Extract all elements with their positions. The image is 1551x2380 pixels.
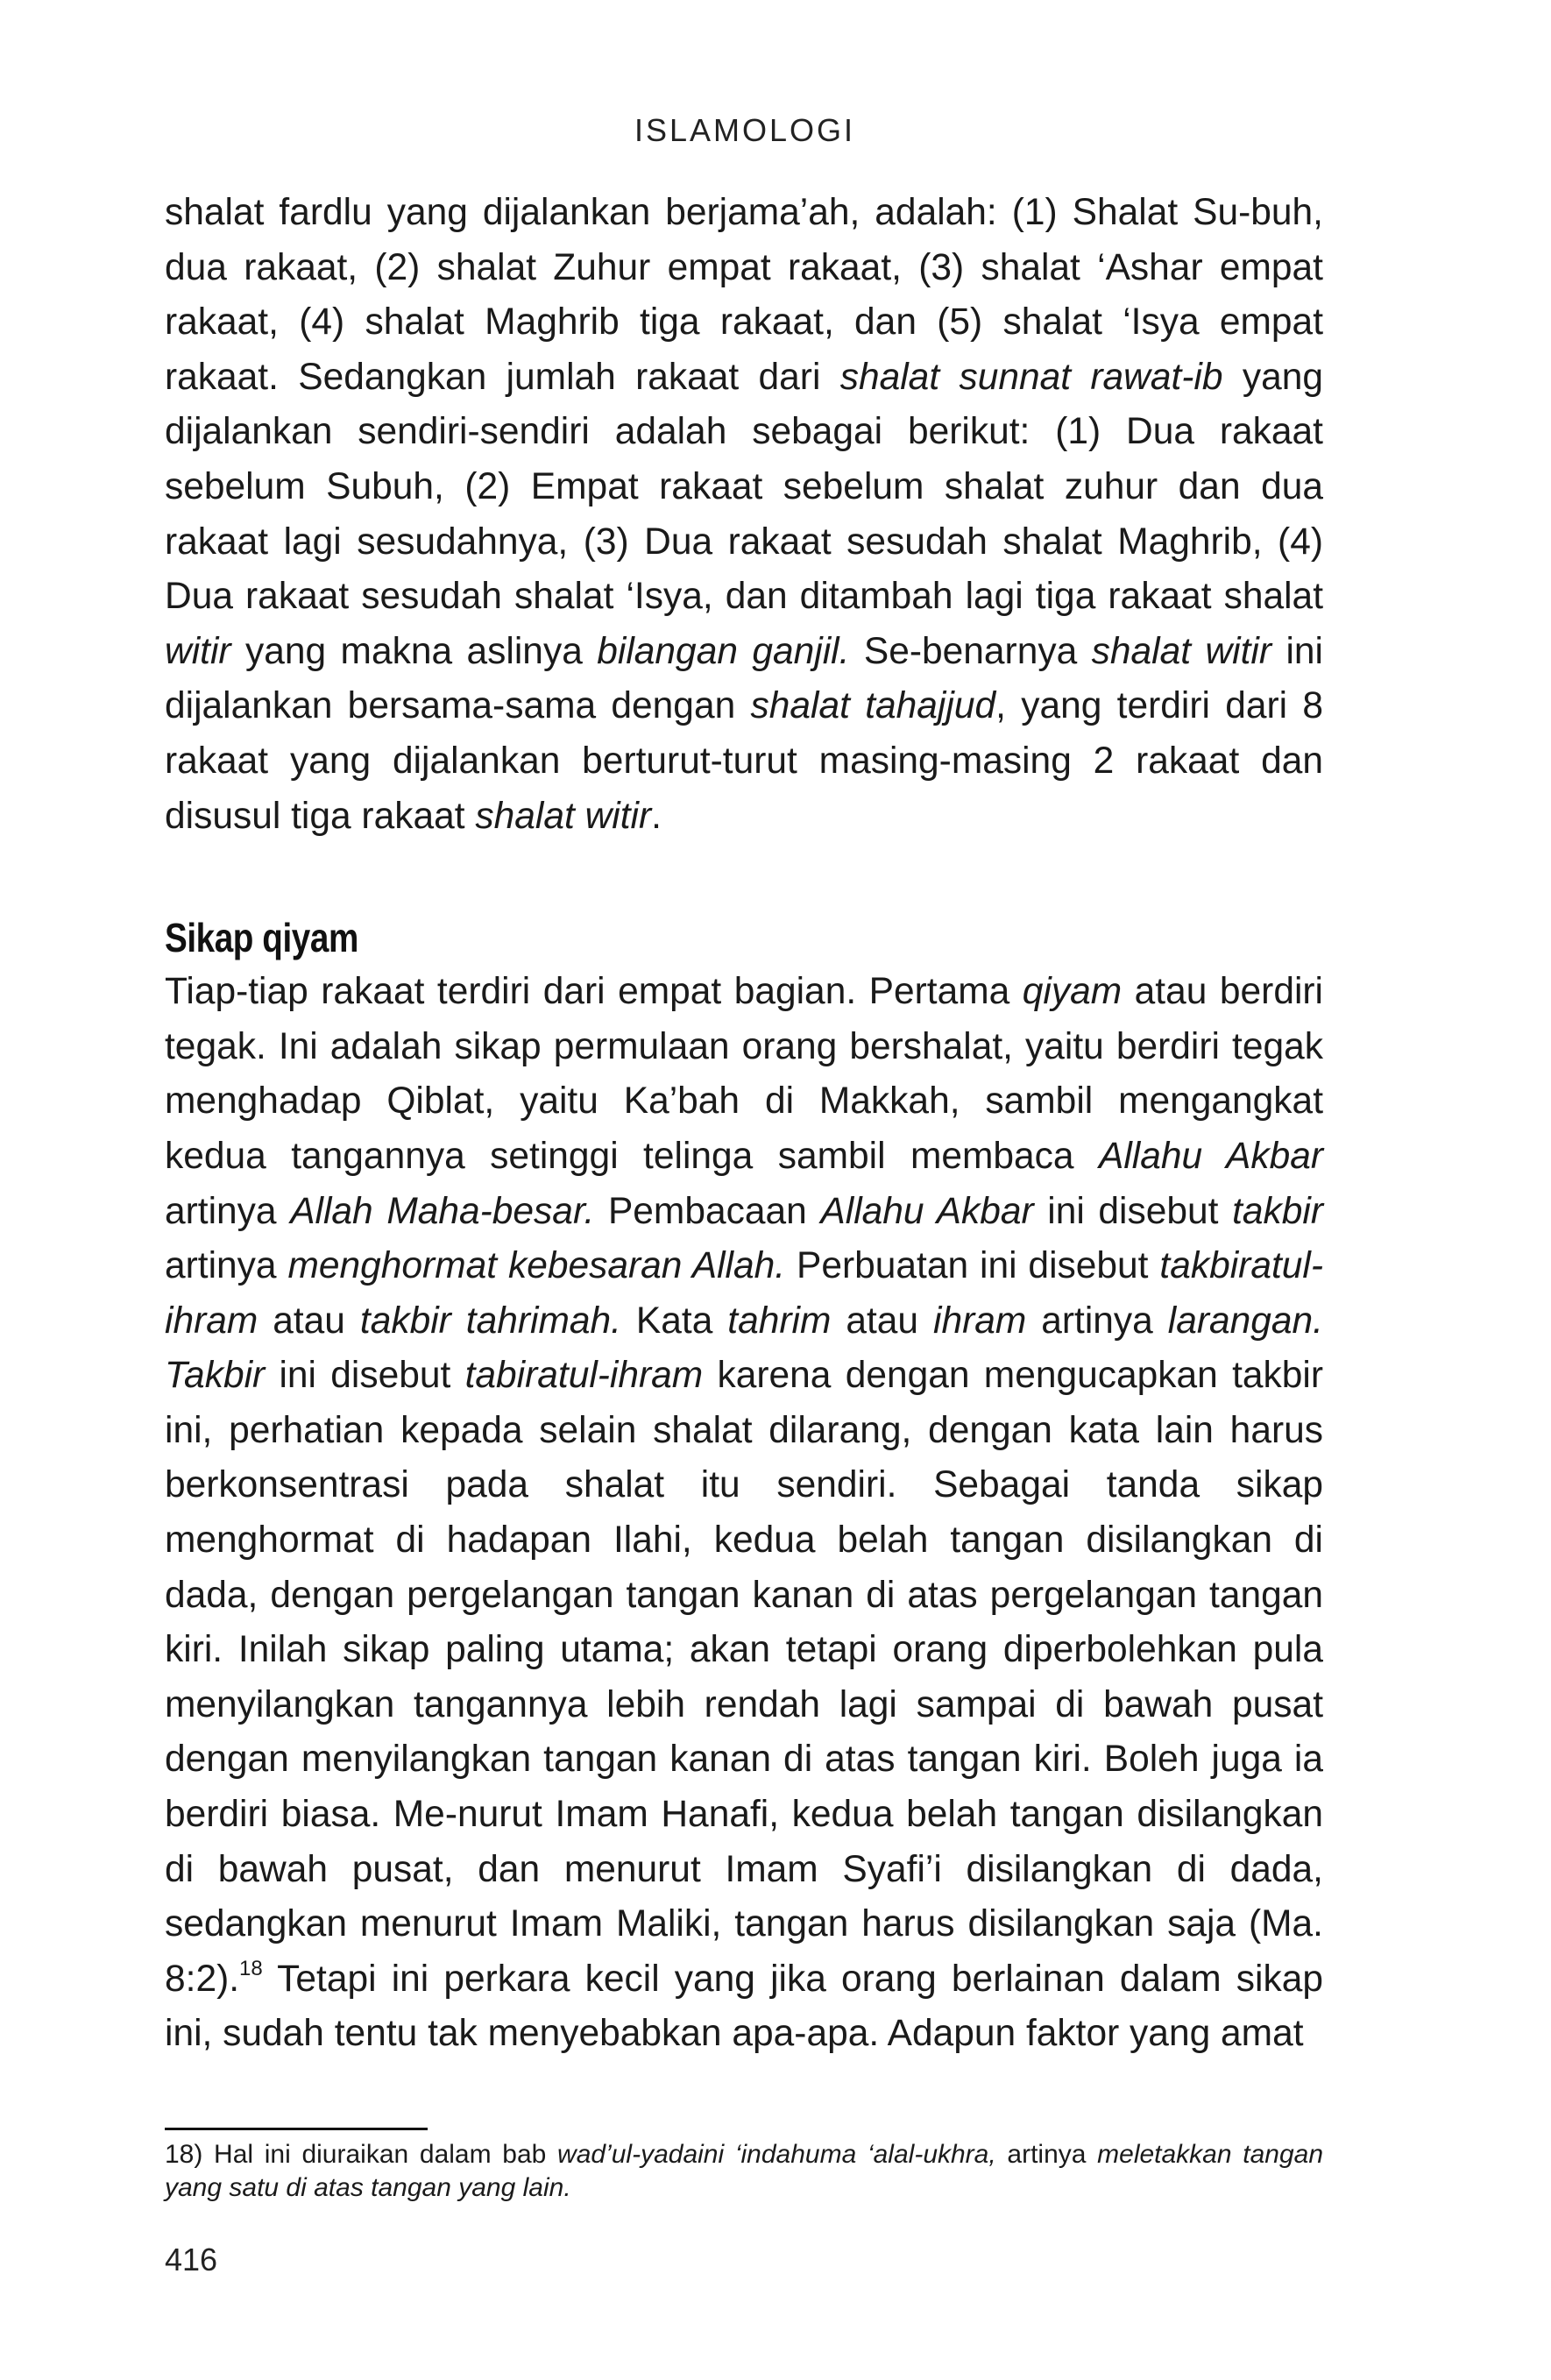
- footnote-divider: [165, 2128, 428, 2130]
- page-body: [165, 186, 1323, 2062]
- body-paragraph-2: Tiap-tiap rakaat terdiri dari empat bagian. Pertama qiyam atau berdiri tegak. Ini adalah sikap permulaan orang bershalat, yaitu berdiri tegak menghadap Qiblat, yaitu Ka’bah di Makkah, sambil mengangkat kedua tangannya setinggi telinga sambil membaca Allahu Akbar artinya Allah Maha-besar. Pembacaan Allahu Akbar ini disebut takbir artinya menghormat kebesaran Allah. Perbuatan ini disebut takbiratul-ihram atau takbir tahrimah. Kata tahrim atau ihram artinya larangan. Takbir ini disebut tabiratul-ihram karena dengan mengucapkan takbir ini, perhatian kepada selain shalat dilarang, dengan kata lain harus berkonsentrasi pada shalat itu sendiri. Sebagai tanda sikap menghormat di hadapan Ilahi, kedua belah tangan disilangkan di dada, dengan pergelangan tangan kanan di atas pergelangan tangan kiri. Inilah sikap paling utama; akan tetapi orang diperbolehkan pula menyilangkan tangannya lebih rendah lagi sampai di bawah pusat dengan menyilangkan tangan kanan di atas tangan kiri. Boleh juga ia berdiri biasa. Me-nurut Imam Hanafi, kedua belah tangan disilangkan di bawah pusat, dan menurut Imam Syafi’i disilangkan di dada, sedangkan menurut Imam Maliki, tangan harus disilangkan saja (Ma. 8:2).$^{18}$ Tetapi ini perkara kecil yang jika orang berlainan dalam sikap ini, sudah tentu tak menyebabkan apa-apa. Adapun faktor yang amat: [165, 971, 1323, 2055]
- footnote-reference[interactable]: 18: [239, 1956, 263, 1980]
- running-header: ISLAMOLOGI: [634, 112, 856, 148]
- footnote-number: 18): [165, 2140, 203, 2169]
- page-number: 416: [165, 2242, 218, 2277]
- section-heading: Sikap qiyam: [165, 915, 358, 961]
- footnote-18: 18) Hal ini diuraikan dalam bab wad’ul-yadaini ‘indahuma ‘alal-ukhra, artinya meletakkan tangan yang satu di atas tangan yang lain.: [165, 2140, 1324, 2202]
- body-paragraph-1: shalat fardlu yang dijalankan berjama’ah, adalah: (1) Shalat Su-buh, dua rakaat, (2) shalat Zuhur empat rakaat, (3) shalat ‘Ashar empat rakaat, (4) shalat Maghrib tiga rakaat, dan (5) shalat ‘Isya empat rakaat. Sedangkan jumlah rakaat dari shalat sunnat rawat-ib yang dijalankan sendiri-sendiri adalah sebagai berikut: (1) Dua rakaat sebelum Subuh, (2) Empat rakaat sebelum shalat zuhur dan dua rakaat lagi sesudahnya, (3) Dua rakaat sesudah shalat Maghrib, (4) Dua rakaat sesudah shalat ‘Isya, dan ditambah lagi tiga rakaat shalat witir yang makna aslinya bilangan ganjil. Se-benarnya shalat witir ini dijalankan bersama-sama dengan shalat tahajjud, yang terdiri dari 8 rakaat yang dijalankan berturut-turut masing-masing 2 rakaat dan disusul tiga rakaat shalat witir.: [165, 192, 1323, 837]
